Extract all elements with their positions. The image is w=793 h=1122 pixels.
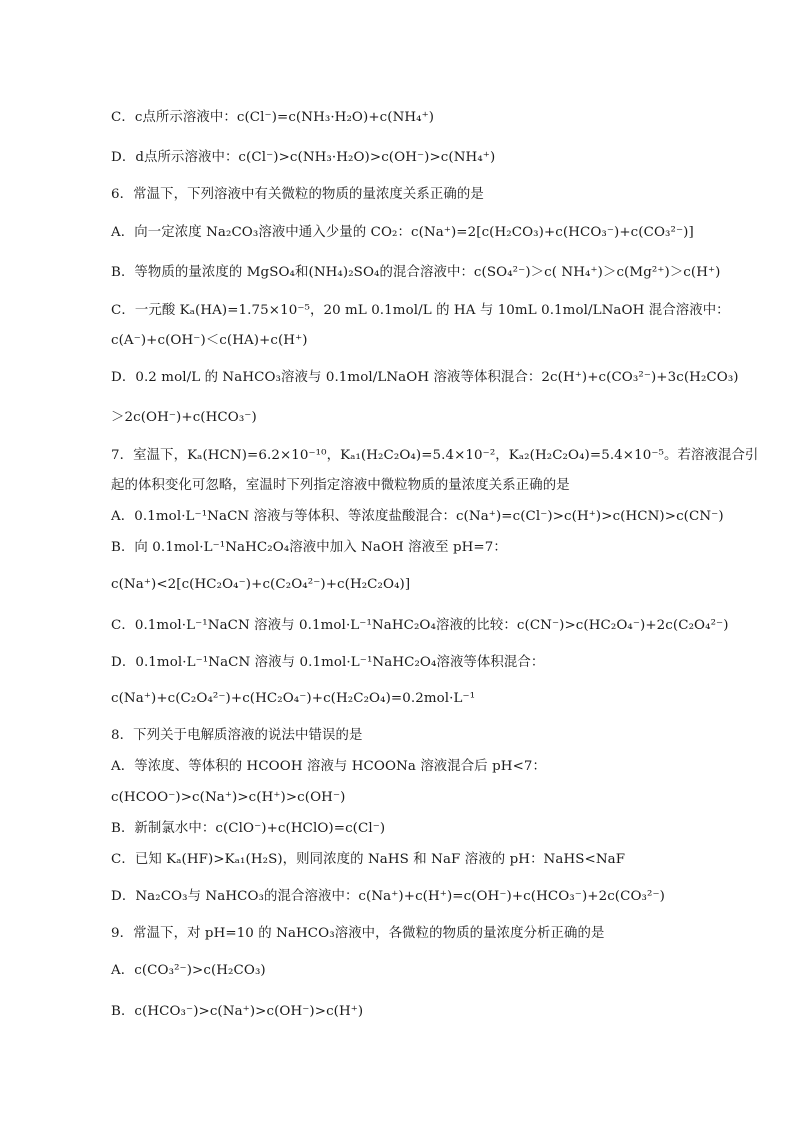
question-7-cont: 起的体积变化可忽略，室温时下列指定溶液中微粒物质的量浓度关系正确的是 bbox=[111, 478, 570, 493]
option-d-q7: D．0.1mol·L⁻¹NaCN 溶液与 0.1mol·L⁻¹NaHC₂O₄溶液等体积混合： bbox=[111, 655, 545, 670]
option-c-q8: C．已知 Kₐ(HF)>Kₐ₁(H₂S)，则同浓度的 NaHS 和 NaF 溶液的 pH：NaHS<NaF bbox=[111, 852, 626, 867]
option-d-q5: D．d点所示溶液中：c(Cl⁻)>c(NH₃·H₂O)>c(OH⁻)>c(NH₄⁺) bbox=[111, 150, 496, 165]
option-a-q6: A．向一定浓度 Na₂CO₃溶液中通入少量的 CO₂：c(Na⁺)=2[c(H₂CO₃)+c(HCO₃⁻)+c(CO₃²⁻)] bbox=[111, 225, 694, 240]
option-b-q9: B．c(HCO₃⁻)>c(Na⁺)>c(OH⁻)>c(H⁺) bbox=[111, 1004, 364, 1019]
question-7: 7．室温下，Kₐ(HCN)=6.2×10⁻¹⁰，Kₐ₁(H₂C₂O₄)=5.4×10⁻²，Kₐ₂(H₂C₂O₄)=5.4×10⁻⁵。若溶液混合引 bbox=[111, 448, 759, 463]
option-c-q5: C．c点所示溶液中：c(Cl⁻)=c(NH₃·H₂O)+c(NH₄⁺) bbox=[111, 110, 435, 125]
question-8: 8．下列关于电解质溶液的说法中错误的是 bbox=[111, 728, 363, 743]
option-d-q6-cont: ＞2c(OH⁻)+c(HCO₃⁻) bbox=[111, 410, 257, 425]
option-d-q7-cont: c(Na⁺)+c(C₂O₄²⁻)+c(HC₂O₄⁻)+c(H₂C₂O₄)=0.2mol·L⁻¹ bbox=[111, 691, 476, 706]
option-d-q8: D．Na₂CO₃与 NaHCO₃的混合溶液中：c(Na⁺)+c(H⁺)=c(OH⁻)+c(HCO₃⁻)+2c(CO₃²⁻) bbox=[111, 889, 665, 904]
option-a-q7: A．0.1mol·L⁻¹NaCN 溶液与等体积、等浓度盐酸混合：c(Na⁺)=c(Cl⁻)>c(H⁺)>c(HCN)>c(CN⁻) bbox=[111, 509, 724, 524]
question-9: 9．常温下，对 pH=10 的 NaHCO₃溶液中，各微粒的物质的量浓度分析正确的是 bbox=[111, 926, 605, 941]
option-c-q7: C．0.1mol·L⁻¹NaCN 溶液与 0.1mol·L⁻¹NaHC₂O₄溶液的比较：c(CN⁻)>c(HC₂O₄⁻)+2c(C₂O₄²⁻) bbox=[111, 618, 729, 633]
option-b-q8: B．新制氯水中：c(ClO⁻)+c(HClO)=c(Cl⁻) bbox=[111, 821, 386, 836]
option-a-q9: A．c(CO₃²⁻)>c(H₂CO₃) bbox=[111, 963, 266, 978]
option-c-q6: C．一元酸 Kₐ(HA)=1.75×10⁻⁵，20 mL 0.1mol/L 的 HA 与 10mL 0.1mol/LNaOH 混合溶液中： bbox=[111, 303, 730, 318]
option-b-q6: B．等物质的量浓度的 MgSO₄和(NH₄)₂SO₄的混合溶液中：c(SO₄²⁻)＞c( NH₄⁺)＞c(Mg²⁺)＞c(H⁺) bbox=[111, 265, 721, 280]
option-b-q7: B．向 0.1mol·L⁻¹NaHC₂O₄溶液中加入 NaOH 溶液至 pH=7： bbox=[111, 540, 507, 555]
option-a-q8-cont: c(HCOO⁻)>c(Na⁺)>c(H⁺)>c(OH⁻) bbox=[111, 790, 346, 805]
option-a-q8: A．等浓度、等体积的 HCOOH 溶液与 HCOONa 溶液混合后 pH<7： bbox=[111, 759, 547, 774]
option-d-q6: D．0.2 mol/L 的 NaHCO₃溶液与 0.1mol/LNaOH 溶液等体积混合：2c(H⁺)+c(CO₃²⁻)+3c(H₂CO₃) bbox=[111, 370, 739, 385]
option-c-q6-cont: c(A⁻)+c(OH⁻)＜c(HA)+c(H⁺) bbox=[111, 333, 308, 348]
question-6: 6．常温下，下列溶液中有关微粒的物质的量浓度关系正确的是 bbox=[111, 187, 484, 202]
option-b-q7-cont: c(Na⁺)<2[c(HC₂O₄⁻)+c(C₂O₄²⁻)+c(H₂C₂O₄)] bbox=[111, 577, 411, 592]
